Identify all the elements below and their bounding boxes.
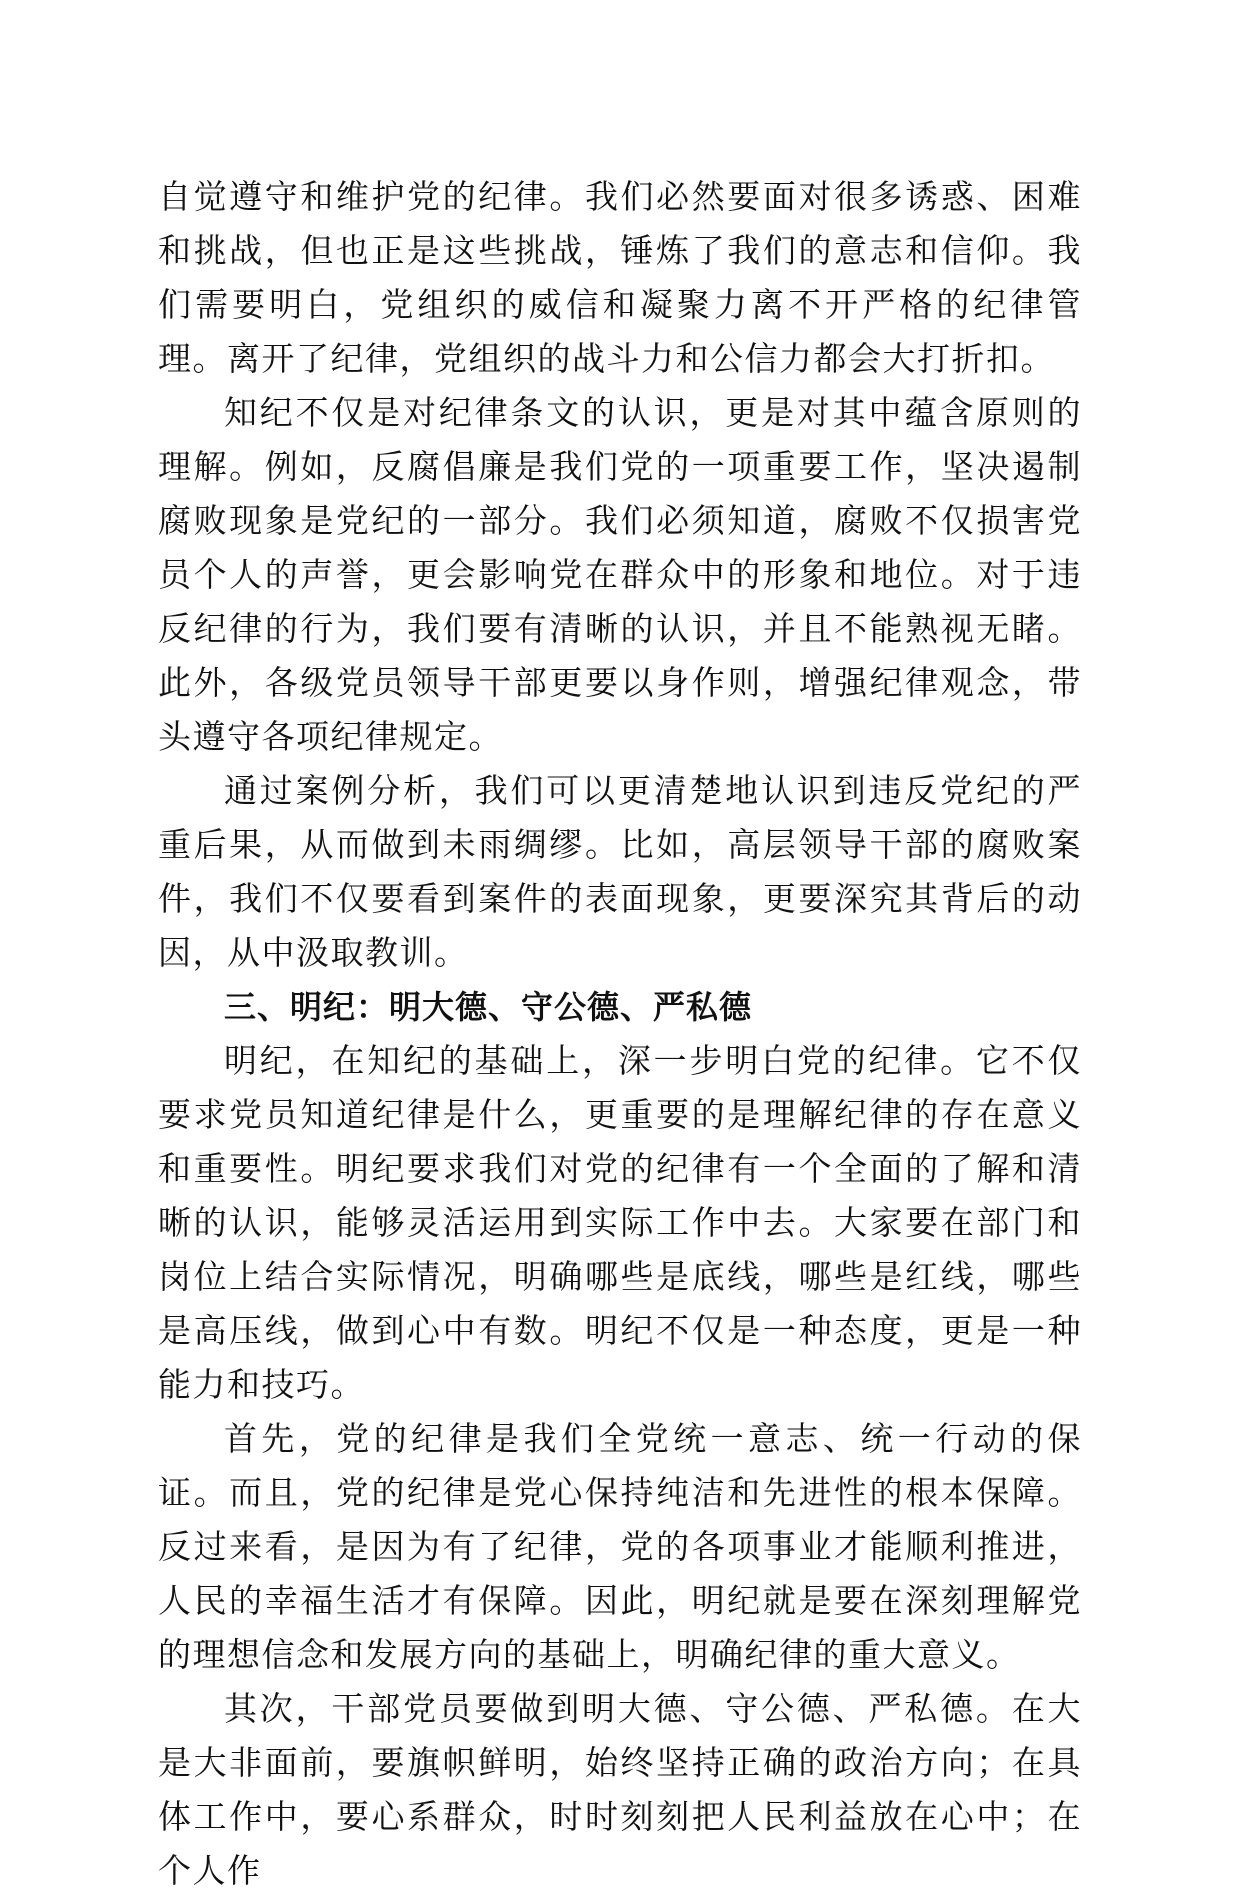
body-paragraph-continuation: 自觉遵守和维护党的纪律。我们必然要面对很多诱惑、困难和挑战，但也正是这些挑战，锤炼了我们的意志和信仰。我们需要明白，党组织的威信和凝聚力离不开严格的纪律管理。离开了纪律，党组织的战斗力和公信力都会大打折扣。	[158, 177, 1082, 378]
document-page	[158, 170, 1082, 1898]
body-paragraph: 首先，党的纪律是我们全党统一意志、统一行动的保证。而且，党的纪律是党心保持纯洁和先进性的根本保障。反过来看，是因为有了纪律，党的各项事业才能顺利推进，人民的幸福生活才有保障。因此，明纪就是要在深刻理解党的理想信念和发展方向的基础上，明确纪律的重大意义。	[158, 1419, 1082, 1674]
body-paragraph: 知纪不仅是对纪律条文的认识，更是对其中蕴含原则的理解。例如，反腐倡廉是我们党的一项重要工作，坚决遏制腐败现象是党纪的一部分。我们必须知道，腐败不仅损害党员个人的声誉，更会影响党在群众中的形象和地位。对于违反纪律的行为，我们要有清晰的认识，并且不能熟视无睹。此外，各级党员领导干部更要以身作则，增强纪律观念，带头遵守各项纪律规定。	[158, 393, 1082, 756]
section-heading: 三、明纪：明大德、守公德、严私德	[224, 988, 753, 1026]
body-paragraph: 其次，干部党员要做到明大德、守公德、严私德。在大是大非面前，要旗帜鲜明，始终坚持正确的政治方向；在具体工作中，要心系群众，时时刻刻把人民利益放在心中；在个人作	[158, 1689, 1082, 1890]
body-paragraph: 明纪，在知纪的基础上，深一步明白党的纪律。它不仅要求党员知道纪律是什么，更重要的是理解纪律的存在意义和重要性。明纪要求我们对党的纪律有一个全面的了解和清晰的认识，能够灵活运用到实际工作中去。大家要在部门和岗位上结合实际情况，明确哪些是底线，哪些是红线，哪些是高压线，做到心中有数。明纪不仅是一种态度，更是一种能力和技巧。	[158, 1041, 1082, 1404]
body-paragraph: 通过案例分析，我们可以更清楚地认识到违反党纪的严重后果，从而做到未雨绸缪。比如，高层领导干部的腐败案件，我们不仅要看到案件的表面现象，更要深究其背后的动因，从中汲取教训。	[158, 771, 1082, 972]
